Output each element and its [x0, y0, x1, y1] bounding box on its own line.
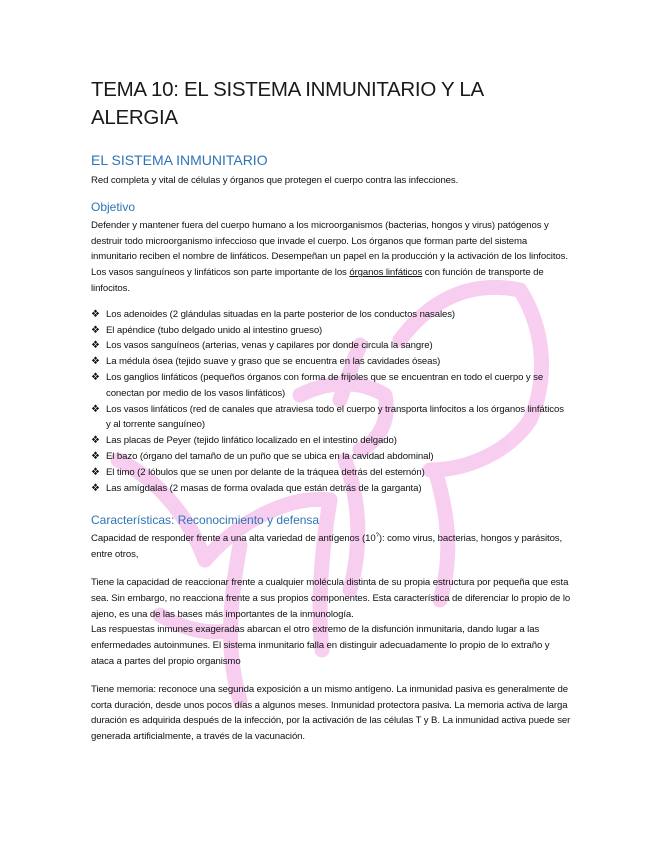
list-item: ❖ El bazo (órgano del tamaño de un puño que se ubica en la cavidad abdominal) — [91, 449, 571, 465]
list-item: ❖ Las placas de Peyer (tejido linfático localizado en el intestino delgado) — [91, 433, 571, 449]
list-item: ❖ Las amígdalas (2 masas de forma ovalada que están detrás de la garganta) — [91, 481, 571, 497]
page-title: TEMA 10: EL SISTEMA INMUNITARIO Y LA ALERGIA — [91, 78, 483, 129]
intro-paragraph: Red completa y vital de células y órganos que protegen el cuerpo contra las infecciones. — [91, 175, 459, 186]
caracteristicas-paragraph-3: Las respuestas inmunes exageradas abarcan el otro extremo de la disfunción inmunitaria, dando lugar a las enfermedades autoinmunes. El sistema inmunitario falla en distinguir adecuadamente lo propio de lo extraño y ataca a partes del propio organismo — [91, 624, 550, 667]
bullet-diamond-icon: ❖ — [91, 450, 100, 462]
document-body — [91, 76, 571, 745]
organos-linfaticos-link[interactable]: órganos linfáticos — [349, 267, 423, 279]
bullet-diamond-icon: ❖ — [91, 482, 100, 494]
list-item: ❖ El apéndice (tubo delgado unido al intestino grueso) — [91, 323, 571, 339]
bullet-diamond-icon: ❖ — [91, 324, 100, 336]
list-item: ❖ Los ganglios linfáticos (pequeños órganos con forma de frijoles que se encuentran en todo el cuerpo y se conectan por medio de los vasos linfáticos) — [91, 371, 544, 399]
bullet-diamond-icon: ❖ — [91, 356, 100, 368]
list-item: ❖ La médula ósea (tejido suave y graso que se encuentra en las cavidades óseas) — [91, 354, 571, 370]
section-heading-sistema-inmunitario: EL SISTEMA INMUNITARIO — [91, 152, 268, 168]
list-item: ❖ Los vasos linfáticos (red de canales que atraviesa todo el cuerpo y transporta linfocitos a los órganos linfáticos y al torrente sanguíneo) — [91, 403, 564, 431]
objetivo-text-end: con función de transporte de linfocitos. — [91, 267, 544, 294]
objetivo-paragraph — [91, 218, 571, 297]
list-item: ❖ Los vasos sanguíneos (arterias, venas y capilares por donde circula la sangre) — [91, 338, 571, 354]
list-item: ❖ El timo (2 lóbulos que se unen por delante de la tráquea detrás del esternón) — [91, 465, 571, 481]
bullet-diamond-icon: ❖ — [91, 340, 100, 352]
bullet-diamond-icon: ❖ — [91, 308, 100, 320]
objetivo-text: Defender y mantener fuera del cuerpo humano a los microorganismos (bacterias, hongos y virus) patógenos y destruir todo microorganismo infeccioso que invade el cuerpo. Los órganos que forman parte del sistema inmunitario reciben el nombre de linfáticos. Desempeñan un papel en la producción y la activación de los linfocitos. Los vasos sanguíneos y linfáticos son parte importante de los — [91, 219, 568, 279]
list-item: ❖ Los adenoides (2 glándulas situadas en la parte posterior de los conductos nasales) — [91, 307, 571, 323]
bullet-diamond-icon: ❖ — [91, 466, 100, 478]
caracteristicas-paragraph-2: Tiene la capacidad de reaccionar frente a cualquier molécula distinta de su propia estructura por pequeña que esta sea. Sin embargo, no reacciona frente a sus propios componentes. Esta característica de diferenciar lo propio de lo ajeno, es una de las bases más importantes de la inmunología. — [91, 576, 571, 620]
caracteristicas-paragraph-1: Capacidad de responder frente a una alta variedad de antígenos (10?): como virus, bacterias, hongos y parásitos, entre otros, — [91, 533, 563, 561]
bullet-diamond-icon: ❖ — [91, 403, 100, 415]
organ-list — [91, 307, 571, 497]
subheading-objetivo: Objetivo — [91, 199, 136, 214]
bullet-diamond-icon: ❖ — [91, 371, 100, 383]
bullet-diamond-icon: ❖ — [91, 435, 100, 447]
subheading-caracteristicas: Características: Reconocimiento y defensa — [91, 513, 320, 528]
caracteristicas-paragraph-4: Tiene memoria: reconoce una segunda exposición a un mismo antígeno. La inmunidad pasiva es generalmente de corta duración, desde unos pocos días a algunos meses. Inmunidad protectora pasiva. La memoria activa de larga duración es adquirida después de la infección, por la activación de las células T y B. La inmunidad activa puede ser generada artificialmente, a través de la vacunación. — [91, 683, 571, 743]
exponent: ? — [375, 533, 379, 540]
